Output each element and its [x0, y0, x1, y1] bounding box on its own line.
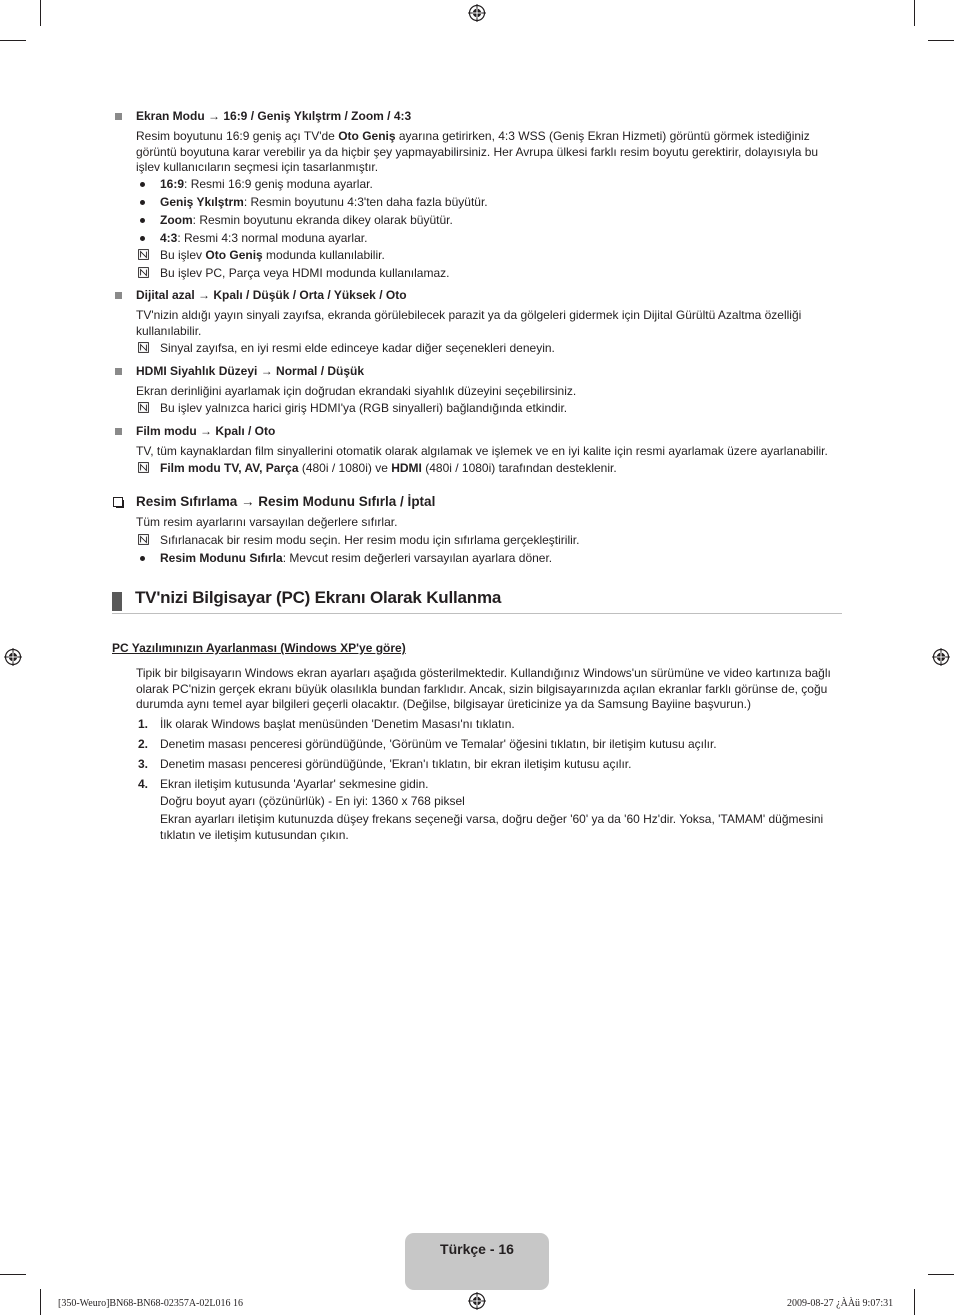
square-bullet-icon [115, 113, 122, 120]
setting-description: TV, tüm kaynaklardan film sinyallerini otomatik olarak algılamak ve işlemek ve en iyi kalite için resmi ayarlamak üzere ayarlanabilir. [136, 444, 828, 458]
crop-mark [0, 40, 26, 41]
note-text: Sıfırlanacak bir resim modu seçin. Her resim modu için sıfırlama gerçekleştirilir. [160, 533, 580, 547]
step-text: Ekran ayarları iletişim kutunuzda düşey frekans seçeneği varsa, doğru değer '60' ya da '60 Hz'dir. Yoksa, 'TAMAM' düğmesini tıklatın ve iletişim kutusundan çıkın. [160, 812, 824, 842]
step-number: 4. [138, 777, 149, 791]
note-icon [138, 462, 149, 473]
note-text: Film modu TV, AV, Parça (480i / 1080i) ve HDMI (480i / 1080i) tarafından desteklenir. [160, 461, 617, 475]
section-bar [112, 592, 122, 611]
registration-mark-icon [468, 4, 486, 22]
setting-heading: Film modu → Kpalı / Oto [136, 424, 276, 438]
crop-mark [914, 0, 915, 26]
crop-mark [914, 1289, 915, 1315]
bullet-dot-icon [140, 218, 145, 223]
setting-description: Tüm resim ayarlarını varsayılan değerlere sıfırlar. [136, 515, 398, 529]
step-number: 2. [138, 737, 149, 751]
square-bullet-icon [115, 292, 122, 299]
setting-description: Ekran derinliğini ayarlamak için doğrudan ekrandaki siyahlık düzeyini seçebilirsiniz. [136, 384, 577, 398]
step-text: Denetim masası penceresi göründüğünde, 'Ekran'ı tıklatın, bir ekran iletişim kutusu açılır. [160, 757, 632, 771]
step-number: 3. [138, 757, 149, 771]
intro-paragraph: Tipik bir bilgisayarın Windows ekran ayarları aşağıda gösterilmektedir. Kullandığınız Windows'un sürümüne ve video kartınıza bağlı olarak PC'nizin gerçek ekranı büyük olasılıkla bundan farklıdır. Ancak, sizin bilgisayarınızda açılan ekranlar farklı görünse de, çoğu durumda aynı temel ayar bilgileri geçerli olacaktır. (Değilse, bilgisayar üreticinize ya da Samsung Bayiine başvurun.) [136, 666, 831, 712]
step-text: Denetim masası penceresi göründüğünde, 'Görünüm ve Temalar' öğesini tıklatın, bir iletişim kutusu açılır. [160, 737, 717, 751]
print-timestamp: 2009-08-27 ¿ÀÀü 9:07:31 [787, 1298, 894, 1309]
step-text: Doğru boyut ayarı (çözünürlük) - En iyi: 1360 x 768 piksel [160, 794, 465, 808]
square-bullet-icon [115, 428, 122, 435]
crop-mark [928, 40, 954, 41]
note-text: Bu işlev yalnızca harici giriş HDMI'ya (RGB sinyalleri) bağlandığında etkindir. [160, 401, 568, 415]
note-text: Bu işlev PC, Parça veya HDMI modunda kullanılamaz. [160, 266, 450, 280]
setting-heading: Ekran Modu → 16:9 / Geniş Ykılştrm / Zoom / 4:3 [136, 109, 412, 123]
section-title: TV'nizi Bilgisayar (PC) Ekranı Olarak Kullanma [135, 588, 502, 607]
note-icon [138, 402, 149, 413]
crop-mark [0, 1274, 26, 1275]
bullet-dot-icon [140, 556, 145, 561]
step-text: Ekran iletişim kutusunda 'Ayarlar' sekmesine gidin. [160, 777, 429, 791]
setting-heading: Resim Sıfırlama → Resim Modunu Sıfırla / İptal [136, 494, 436, 509]
bullet-dot-icon [140, 236, 145, 241]
square-bullet-icon [115, 368, 122, 375]
list-item: 16:9: Resmi 16:9 geniş moduna ayarlar. [160, 177, 373, 191]
registration-mark-icon [468, 1292, 486, 1310]
note-icon [138, 249, 149, 260]
setting-description: TV'nizin aldığı yayın sinyali zayıfsa, ekranda görülebilecek parazit ya da gölgeleri gidermek için Dijital Gürültü Azaltma özelliği kullanılabilir. [136, 308, 802, 338]
registration-mark-icon [932, 648, 950, 666]
registration-mark-icon [4, 648, 22, 666]
step-text: İlk olarak Windows başlat menüsünden 'Denetim Masası'nı tıklatın. [160, 717, 515, 731]
note-text: Bu işlev Oto Geniş modunda kullanılabilir. [160, 248, 385, 262]
list-item: 4:3: Resmi 4:3 normal moduna ayarlar. [160, 231, 368, 245]
file-info: [350-Weuro]BN68-BN68-02357A-02L016 16 [58, 1298, 243, 1309]
crop-mark [928, 1274, 954, 1275]
setting-description: Resim boyutunu 16:9 geniş açı TV'de Oto Geniş ayarına getirirken, 4:3 WSS (Geniş Ekran Hizmeti) görüntü görmek istediğiniz görüntü boyutuna karar verebilir ya da hiçbir şey yapmayabilirsiniz. Her Avrupa ülkesi farklı resim boyutu gerektirir, dolayısıyla bu işlev kullanıcıların seçmesi için tasarlanmıştır. [136, 129, 819, 175]
list-item: Resim Modunu Sıfırla: Mevcut resim değerleri varsayılan ayarlara döner. [160, 551, 553, 565]
page-number: Türkçe - 16 [440, 1241, 514, 1257]
setting-heading: Dijital azal → Kpalı / Düşük / Orta / Yüksek / Oto [136, 288, 407, 302]
list-item: Zoom: Resmin boyutunu ekranda dikey olarak büyütür. [160, 213, 453, 227]
bullet-dot-icon [140, 200, 145, 205]
setting-heading: HDMI Siyahlık Düzeyi → Normal / Düşük [136, 364, 365, 378]
crop-mark [40, 0, 41, 26]
step-number: 1. [138, 717, 149, 731]
section-divider [112, 613, 842, 614]
subsection-title: PC Yazılımınızın Ayarlanması (Windows XP'ye göre) [112, 641, 406, 655]
note-icon [138, 534, 149, 545]
note-icon [138, 342, 149, 353]
bullet-dot-icon [140, 182, 145, 187]
note-icon [138, 267, 149, 278]
list-item: Geniş Ykılştrm: Resmin boyutunu 4:3'ten daha fazla büyütür. [160, 195, 488, 209]
checkbox-bullet-icon [113, 497, 123, 507]
note-text: Sinyal zayıfsa, en iyi resmi elde edinceye kadar diğer seçenekleri deneyin. [160, 341, 555, 355]
crop-mark [40, 1289, 41, 1315]
